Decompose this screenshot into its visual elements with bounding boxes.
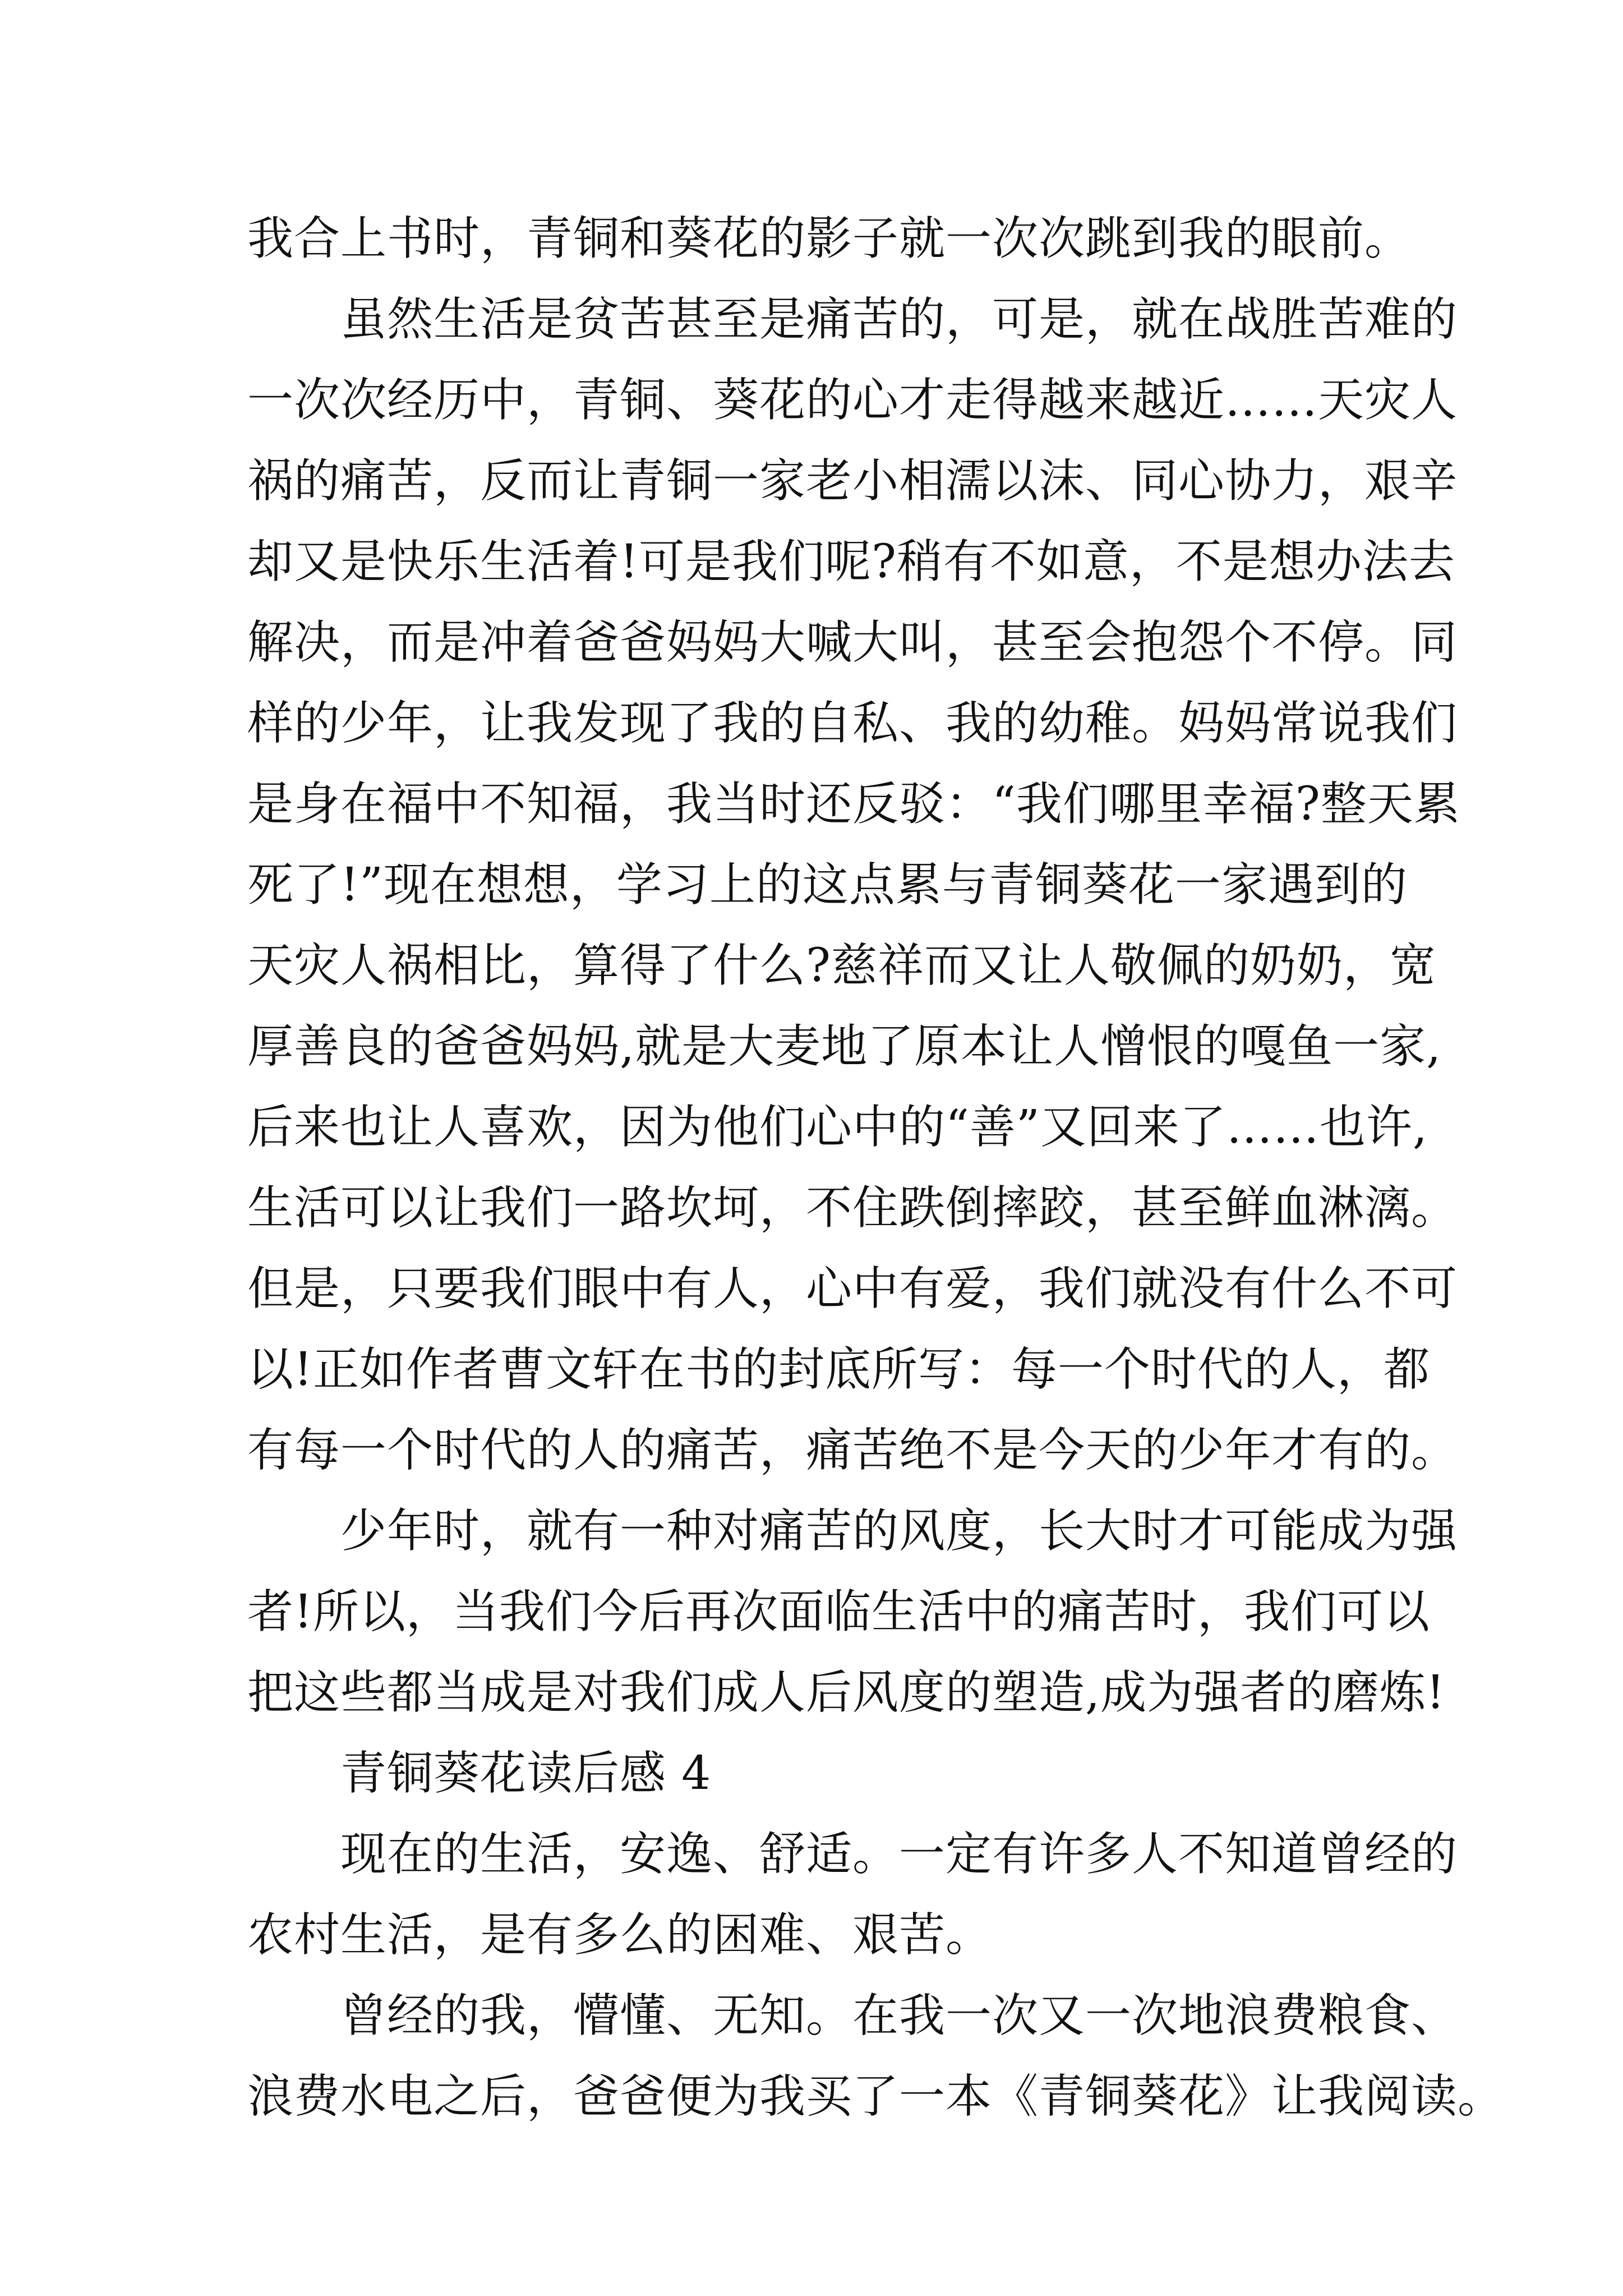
text-line: 虽然生活是贫苦甚至是痛苦的，可是，就在战胜苦难的 xyxy=(340,293,1458,346)
text-line: 样的少年，让我发现了我的自私、我的幼稚。妈妈常说我们 xyxy=(247,697,1458,750)
text-line: 解决，而是冲着爸爸妈妈大喊大叫，甚至会抱怨个不停。同 xyxy=(247,616,1458,669)
text-line: 我合上书时，青铜和葵花的影子就一次次跳到我的眼前。 xyxy=(247,212,1412,265)
text-line: 农村生活，是有多么的困难、艰苦。 xyxy=(247,1908,993,1962)
text-line: 少年时，就有一种对痛苦的风度，长大时才可能成为强 xyxy=(340,1504,1458,1558)
text-line: 把这些都当成是对我们成人后风度的塑造,成为强者的磨炼! xyxy=(247,1666,1446,1719)
text-line: 厚善良的爸爸妈妈,就是大麦地了原本让人憎恨的嘎鱼一家, xyxy=(247,1020,1442,1073)
text-line: 但是，只要我们眼中有人，心中有爱，我们就没有什么不可 xyxy=(247,1262,1458,1315)
text-line: 死了!”现在想想，学习上的这点累与青铜葵花一家遇到的 xyxy=(247,858,1408,912)
text-line: 祸的痛苦，反而让青铜一家老小相濡以沫、同心协力，艰辛 xyxy=(247,454,1458,508)
section-heading: 青铜葵花读后感 4 xyxy=(340,1747,712,1800)
document-body xyxy=(247,199,1505,2137)
text-line: 生活可以让我们一路坎坷，不住跌倒摔跤，甚至鲜血淋漓。 xyxy=(247,1181,1458,1235)
text-line: 天灾人祸相比，算得了什么?慈祥而又让人敬佩的奶奶，宽 xyxy=(247,939,1436,992)
text-line: 是身在福中不知福，我当时还反驳：“我们哪里幸福?整天累 xyxy=(247,777,1460,831)
text-line: 一次次经历中，青铜、葵花的心才走得越来越近……天灾人 xyxy=(247,374,1458,427)
text-line: 以!正如作者曹文轩在书的封底所写：每一个时代的人，都 xyxy=(247,1343,1430,1396)
text-line: 有每一个时代的人的痛苦，痛苦绝不是今天的少年才有的。 xyxy=(247,1424,1458,1477)
text-line: 曾经的我，懵懂、无知。在我一次又一次地浪费粮食、 xyxy=(340,1989,1458,2042)
text-line: 浪费水电之后，爸爸便为我买了一本《青铜葵花》让我阅读。 xyxy=(247,2070,1505,2123)
text-line: 者!所以，当我们今后再次面临生活中的痛苦时，我们可以 xyxy=(247,1585,1430,1639)
text-line: 却又是快乐生活着!可是我们呢?稍有不如意，不是想办法去 xyxy=(247,535,1455,588)
text-line: 后来也让人喜欢，因为他们心中的“善”又回来了……也许, xyxy=(247,1101,1428,1154)
text-line: 现在的生活，安逸、舒适。一定有许多人不知道曾经的 xyxy=(340,1828,1458,1881)
